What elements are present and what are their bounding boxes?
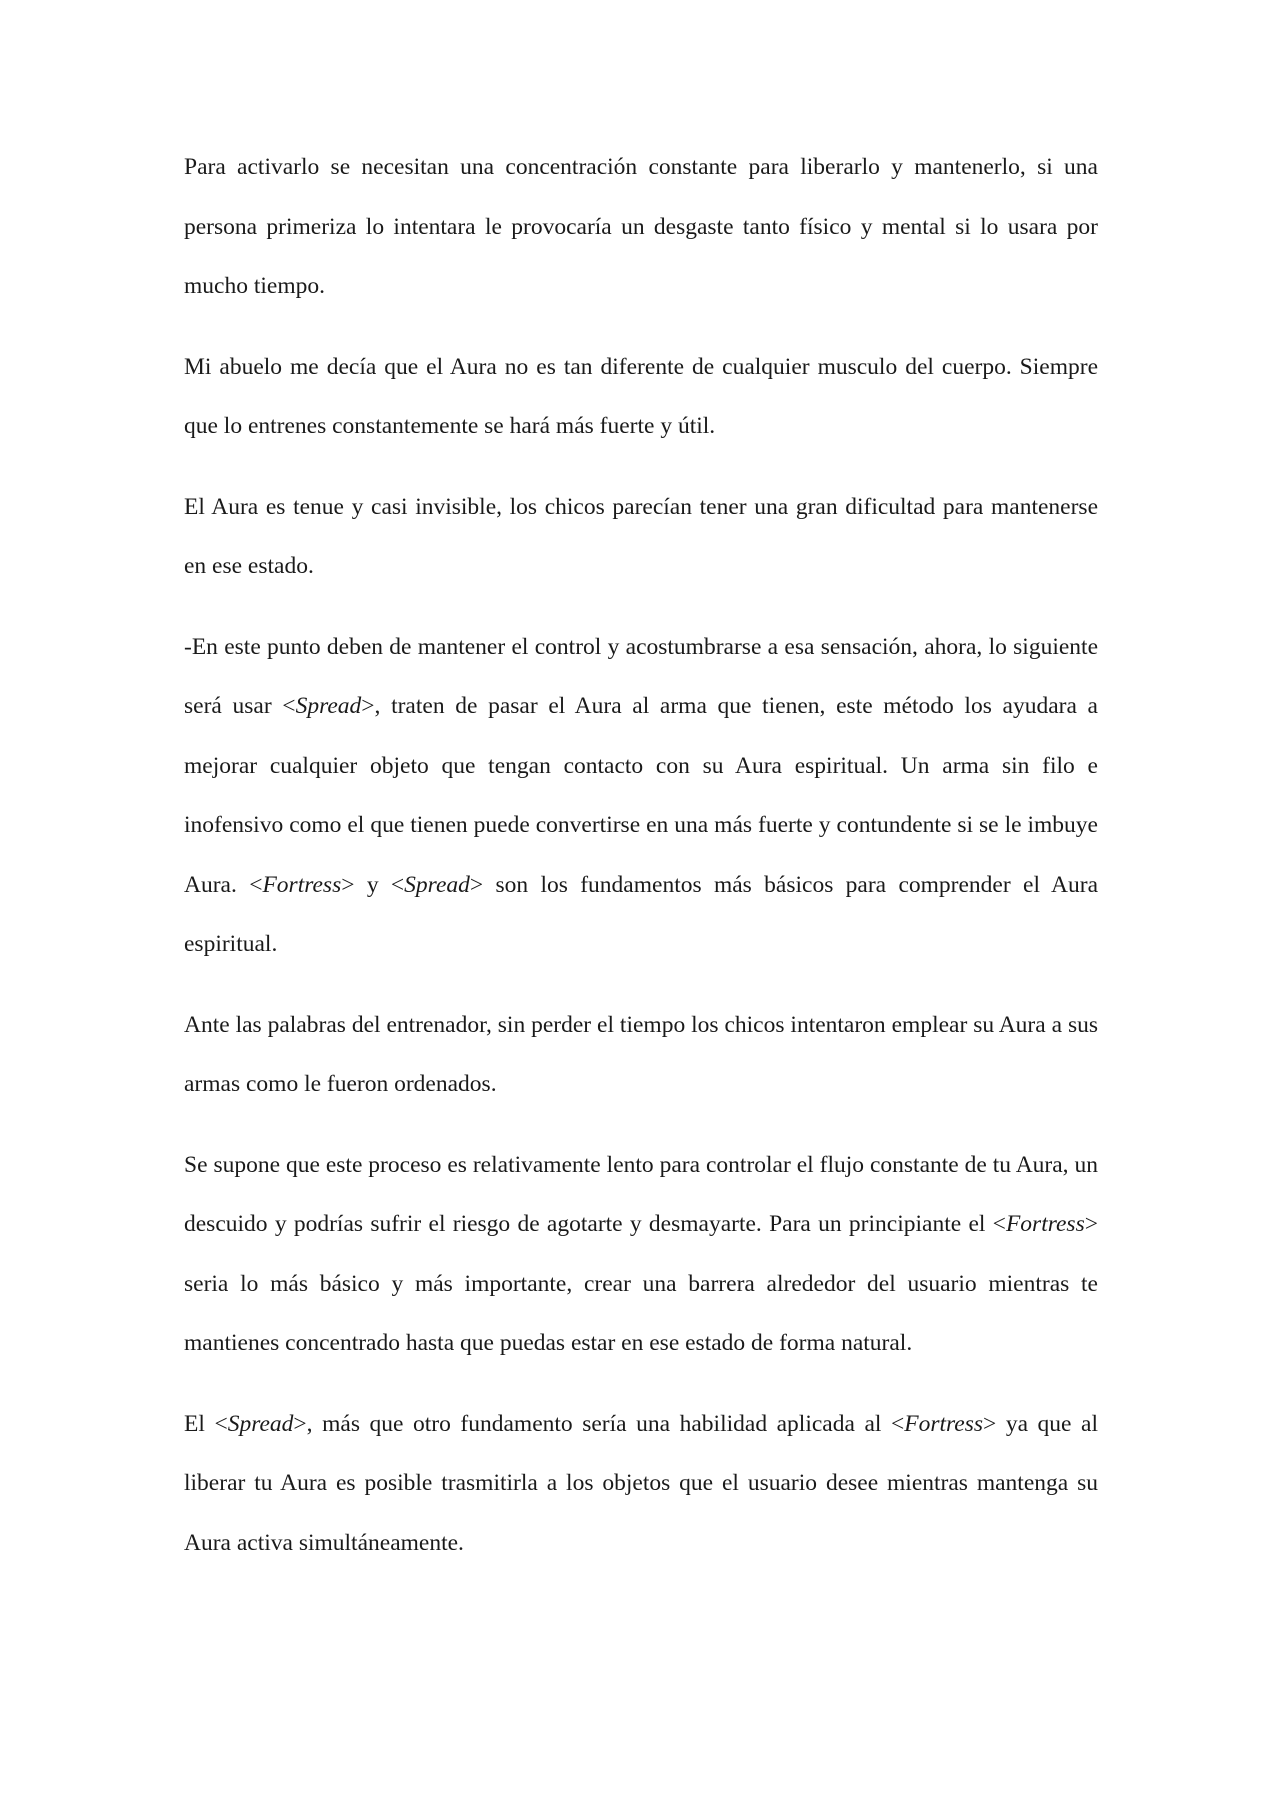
paragraph-text: El < <box>184 1410 228 1437</box>
paragraph-text: >, más que otro fundamento sería una habilidad aplicada al < <box>293 1410 905 1437</box>
paragraph <box>184 1395 1098 1574</box>
term-spread: Spread <box>295 693 362 719</box>
paragraph-text: > son los fundamentos más básicos para comprender el Aura espiritual. <box>184 871 1098 957</box>
paragraph-text: > ya que al liberar tu Aura es posible trasmitirla a los objetos que el usuario desee mientras mantenga su Aura activa simultáneamente. <box>184 1410 1099 1556</box>
paragraph <box>184 478 1098 597</box>
paragraph <box>184 618 1098 975</box>
term-fortress: Fortress <box>262 871 342 898</box>
term-spread: Spread <box>227 1410 294 1437</box>
paragraph-text: Ante las palabras del entrenador, sin perder el tiempo los chicos intentaron emplear su Aura a sus armas como le fueron ordenados. <box>184 1011 1098 1097</box>
paragraph-text: > seria lo más básico y más importante, crear una barrera alrededor del usuario mientras te mantienes concentrado hasta que puedas estar en ese estado de forma natural. <box>184 1211 1098 1356</box>
paragraph-text: Se supone que este proceso es relativamente lento para controlar el flujo constante de tu Aura, un descuido y podrías sufrir el riesgo de agotarte y desmayarte. Para un principiante el < <box>184 1151 1098 1237</box>
paragraph-text: >, traten de pasar el Aura al arma que tienen, este método los ayudara a mejorar cualquier objeto que tengan contacto con su Aura espiritual. Un arma sin filo e inofensivo como el que tienen puede convertirse en una más fuerte y contundente si se le imbuye Aura. < <box>184 693 1098 898</box>
paragraph-text: El Aura es tenue y casi invisible, los chicos parecían tener una gran dificultad para mantenerse en ese estado. <box>184 493 1098 579</box>
paragraph <box>184 1136 1098 1374</box>
paragraph-text: Mi abuelo me decía que el Aura no es tan diferente de cualquier musculo del cuerpo. Siempre que lo entrenes constantemente se hará más fuerte y útil. <box>184 353 1098 439</box>
paragraph-text: -En este punto deben de mantener el control y acostumbrarse a esa sensación, ahora, lo siguiente será usar < <box>184 633 1098 719</box>
paragraph-text: > y < <box>341 871 405 898</box>
paragraph <box>184 338 1098 457</box>
term-fortress: Fortress <box>904 1410 984 1437</box>
term-fortress: Fortress <box>1005 1211 1085 1237</box>
term-spread: Spread <box>404 871 470 898</box>
paragraph <box>184 996 1098 1115</box>
paragraph-text: Para activarlo se necesitan una concentración constante para liberarlo y mantenerlo, si una persona primeriza lo intentara le provocaría un desgaste tanto físico y mental si lo usara por mucho tiempo. <box>184 154 1098 299</box>
document-body <box>184 138 1098 1594</box>
paragraph <box>184 138 1098 317</box>
